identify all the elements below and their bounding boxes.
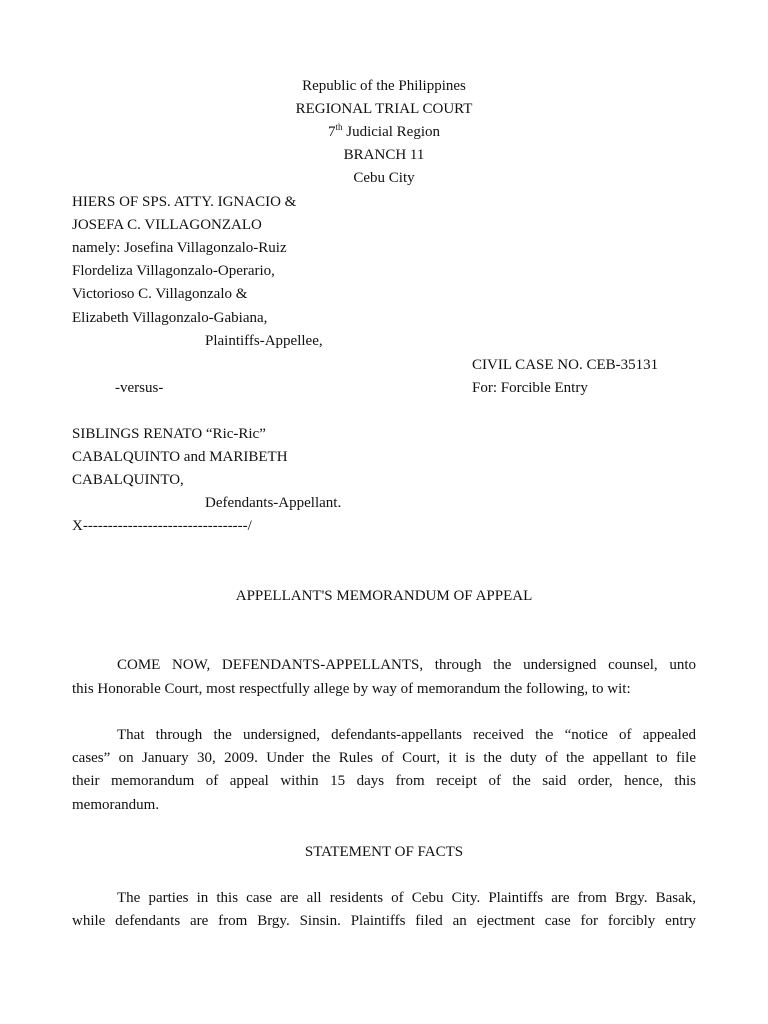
versus-label: -versus- — [115, 380, 164, 396]
plaintiff-line: HIERS OF SPS. ATTY. IGNACIO & — [72, 194, 297, 210]
defendant-line: SIBLINGS RENATO “Ric-Ric” — [72, 426, 266, 442]
section-heading: STATEMENT OF FACTS — [304, 844, 464, 860]
case-number: CIVIL CASE NO. CEB-35131 — [472, 357, 659, 373]
plaintiff-line: Victorioso C. Villagonzalo & — [72, 286, 248, 302]
plaintiffs-role: Plaintiffs-Appellee, — [205, 333, 323, 349]
header-city: Cebu City — [353, 170, 415, 186]
paragraph-line: this Honorable Court, most respectfully allege by way of memorandum the following, to wit: — [72, 681, 631, 697]
paragraph-line: The parties in this case are all residents of Cebu City. Plaintiffs are from Brgy. Basak, — [117, 890, 696, 906]
paragraph-line: their memorandum of appeal within 15 days from receipt of the said order, hence, this — [72, 773, 696, 789]
paragraph-line: while defendants are from Brgy. Sinsin. Plaintiffs filed an ejectment case for forcibly entry — [72, 913, 696, 929]
defendants-role: Defendants-Appellant. — [205, 495, 342, 511]
paragraph-line: That through the undersigned, defendants-appellants received the “notice of appealed — [117, 727, 696, 743]
header-court: REGIONAL TRIAL COURT — [295, 101, 473, 117]
region-rest: Judicial Region — [342, 124, 440, 140]
case-nature: For: Forcible Entry — [472, 380, 588, 396]
caption-separator: X---------------------------------/ — [72, 518, 252, 534]
paragraph-line: COME NOW, DEFENDANTS-APPELLANTS, through the undersigned counsel, unto — [117, 657, 696, 673]
header-republic: Republic of the Philippines — [302, 78, 466, 94]
header-branch: BRANCH 11 — [343, 147, 425, 163]
document-title: APPELLANT'S MEMORANDUM OF APPEAL — [235, 588, 533, 604]
region-suffix: th — [335, 122, 343, 132]
defendant-line: CABALQUINTO and MARIBETH — [72, 449, 288, 465]
region-ordinal: 7 — [327, 124, 336, 140]
header-region — [0, 124, 768, 141]
plaintiff-line: Flordeliza Villagonzalo-Operario, — [72, 263, 275, 279]
plaintiff-line: JOSEFA C. VILLAGONZALO — [72, 217, 262, 233]
plaintiff-line: namely: Josefina Villagonzalo-Ruiz — [72, 240, 287, 256]
defendant-line: CABALQUINTO, — [72, 472, 184, 488]
plaintiff-line: Elizabeth Villagonzalo-Gabiana, — [72, 310, 268, 326]
paragraph-line: cases” on January 30, 2009. Under the Rules of Court, it is the duty of the appellant to file — [72, 750, 696, 766]
paragraph-line: memorandum. — [72, 797, 160, 813]
